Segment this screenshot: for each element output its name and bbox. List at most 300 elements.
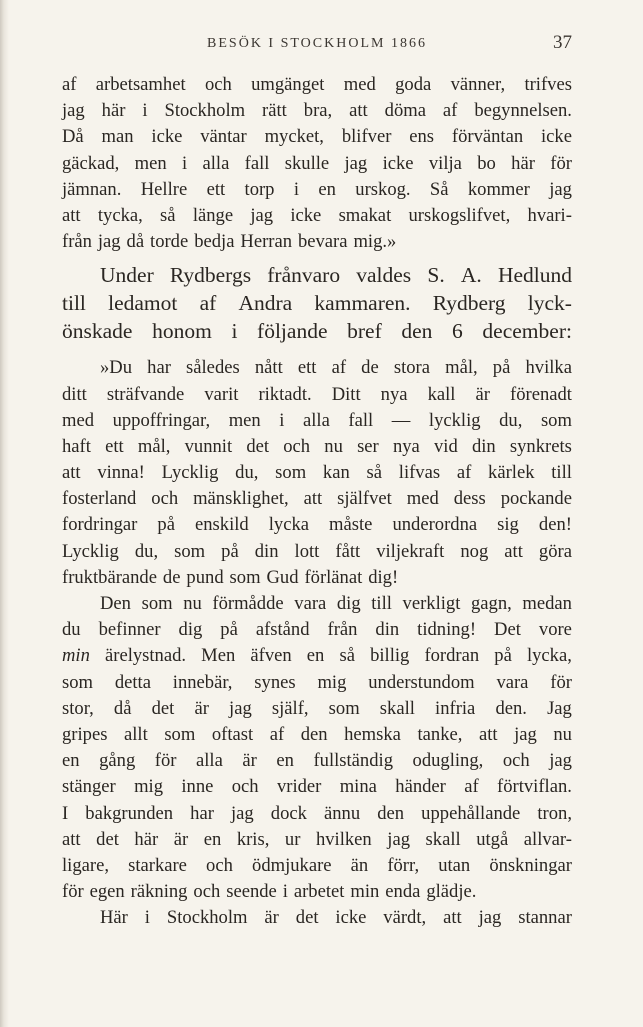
word: vinna! — [97, 462, 145, 484]
word: mänsklighet, — [193, 488, 289, 510]
text-line — [62, 748, 572, 774]
word: händer — [395, 776, 446, 798]
word: medan — [522, 593, 572, 614]
word: allvar- — [523, 828, 572, 850]
word: då — [113, 697, 132, 719]
word: tidning! — [417, 619, 477, 641]
word: synkrets — [509, 435, 572, 457]
word: utan — [438, 854, 471, 876]
word: den — [401, 319, 433, 344]
word: jag — [478, 907, 502, 929]
word: seende — [226, 881, 277, 903]
word: kommer — [467, 178, 530, 200]
word: lycka — [268, 514, 310, 536]
word: haft — [62, 435, 91, 457]
word: ur — [284, 828, 301, 850]
word: Ditt — [331, 383, 361, 405]
word: dock — [270, 802, 307, 824]
word: du, — [235, 462, 259, 484]
word: torde — [150, 231, 189, 253]
word: S. — [427, 263, 445, 288]
word: så — [160, 204, 176, 226]
text-line — [62, 355, 572, 381]
word: innebär, — [172, 671, 233, 693]
word: af — [442, 100, 458, 122]
word: starkare — [128, 854, 187, 876]
word: icke — [541, 126, 572, 148]
word: förmådde — [212, 593, 284, 614]
word: Herran — [240, 231, 293, 253]
word: här — [511, 152, 535, 174]
word: gång — [99, 750, 136, 772]
word: att — [62, 828, 81, 850]
word: Stockholm — [164, 100, 246, 122]
word: vänner, — [450, 74, 506, 95]
text-line — [62, 801, 572, 827]
word: en — [203, 828, 222, 850]
word: smakat — [338, 204, 392, 226]
word: umgänget — [251, 74, 325, 95]
word: jag — [62, 100, 85, 122]
word: förenadt — [510, 383, 572, 405]
word: frånvaro — [267, 263, 341, 288]
word: jag — [230, 802, 254, 824]
word: — — [391, 409, 411, 431]
word: som — [174, 540, 206, 562]
word: skulle — [284, 152, 330, 174]
word: den — [377, 802, 405, 824]
word: fått — [335, 540, 361, 562]
word: dess — [453, 488, 486, 510]
word: ser — [357, 435, 379, 457]
word: valdes — [356, 263, 412, 288]
word: synes — [254, 671, 296, 693]
word: mål, — [137, 435, 171, 457]
word: du, — [134, 540, 159, 562]
word: Stockholm — [166, 907, 248, 929]
word: din — [471, 435, 496, 457]
word: fordringar — [62, 514, 138, 536]
word: att — [62, 204, 81, 226]
word: stannar — [518, 907, 572, 929]
word: att — [349, 100, 368, 122]
word: jag — [549, 178, 572, 200]
word: Hellre — [140, 178, 188, 200]
text-line — [62, 670, 572, 696]
word: icke — [151, 126, 183, 148]
word: ligare, — [62, 854, 109, 876]
word: ännu — [324, 802, 361, 824]
word: på — [221, 540, 239, 562]
word: nu — [324, 435, 343, 457]
word: Rydbergs — [169, 263, 252, 288]
word: mål, — [445, 357, 478, 379]
word: vara — [496, 671, 529, 693]
word: lyck- — [527, 291, 572, 316]
word: infria — [435, 697, 476, 719]
text-line — [62, 382, 572, 408]
page-header — [62, 30, 572, 60]
text-line — [62, 408, 572, 434]
word: din — [254, 540, 279, 562]
word: till — [62, 291, 86, 316]
word: vunnit — [184, 435, 233, 457]
word: december: — [482, 319, 572, 344]
word: underordna — [392, 514, 478, 536]
word: här — [134, 828, 159, 850]
word: af — [62, 74, 77, 95]
word: och — [283, 435, 311, 457]
word: att — [303, 488, 323, 510]
word: arbetsamhet — [95, 74, 186, 95]
word: en — [62, 750, 80, 772]
word: med — [406, 488, 439, 510]
word: och — [193, 881, 221, 903]
word: men — [228, 409, 261, 431]
word: alla — [202, 152, 230, 174]
word: är — [264, 907, 279, 929]
word: på — [157, 514, 175, 536]
text-line — [62, 317, 572, 345]
word: som — [328, 697, 360, 719]
word: jag — [344, 152, 368, 174]
word: och — [502, 750, 530, 772]
text-line — [62, 289, 572, 317]
word: enskild — [195, 514, 249, 536]
word: det — [151, 697, 175, 719]
word: stänger — [62, 776, 116, 798]
word: att — [62, 462, 81, 484]
word: alla — [303, 409, 330, 431]
word: glädje. — [426, 881, 477, 903]
word: önskningar — [489, 854, 572, 876]
word: Jag — [547, 697, 572, 719]
word: än — [350, 854, 369, 876]
word: fosterland — [62, 488, 137, 510]
word: värdt, — [383, 907, 427, 929]
word: odugling, — [412, 750, 484, 772]
word: att — [478, 723, 498, 745]
word: ledamot — [108, 291, 178, 316]
word: från — [62, 231, 92, 253]
word: kammaren. — [314, 291, 411, 316]
text-line — [62, 203, 572, 229]
word: varit — [204, 383, 239, 405]
word: Den — [100, 593, 131, 614]
word: afstånd — [255, 619, 310, 641]
text-line — [62, 486, 572, 512]
word: i — [181, 152, 188, 174]
word: pund — [186, 566, 224, 588]
word: Här — [100, 907, 128, 929]
word: bra, — [303, 100, 333, 122]
word: fruktbärande — [62, 566, 157, 588]
word: A. — [460, 263, 482, 288]
word: men — [134, 152, 167, 174]
word: af — [456, 462, 472, 484]
word: har — [147, 357, 171, 379]
text-line — [62, 827, 572, 853]
text-line — [62, 696, 572, 722]
word: själf, — [271, 697, 309, 719]
word: länge — [192, 204, 234, 226]
word: med — [62, 409, 95, 431]
word: detta — [114, 671, 151, 693]
word: stora — [393, 357, 431, 379]
word: bedja — [194, 231, 235, 253]
text-line — [62, 879, 572, 905]
word: kärlek — [488, 462, 535, 484]
word: hemska — [344, 723, 401, 745]
word: som — [540, 409, 572, 431]
word: det — [246, 435, 270, 457]
word: tanke, — [417, 723, 463, 745]
word: skall — [425, 828, 461, 850]
word: du — [62, 619, 81, 641]
word: följande — [257, 319, 328, 344]
word: förr, — [387, 854, 420, 876]
word: icke — [335, 907, 367, 929]
word: Det — [494, 619, 521, 641]
word: fullständig — [313, 750, 393, 772]
word: Då — [62, 126, 84, 148]
word: tycka, — [97, 204, 143, 226]
word: och — [206, 854, 233, 876]
word: förväntan — [451, 126, 524, 148]
word: i — [282, 881, 288, 903]
word: hvilken — [315, 828, 372, 850]
word: är — [194, 697, 209, 719]
text-line — [62, 98, 572, 124]
word: jag — [229, 697, 252, 719]
word: och — [231, 776, 259, 798]
word: nått — [254, 357, 283, 379]
word: understundom — [368, 671, 475, 693]
word: nya — [392, 435, 420, 457]
word: bo — [477, 152, 496, 174]
text-line — [62, 853, 572, 879]
text-line — [62, 565, 572, 591]
word: det — [96, 828, 119, 850]
paragraph — [62, 72, 572, 255]
word: väntar — [200, 126, 247, 148]
word: förlänat — [304, 566, 363, 588]
word: ett — [105, 435, 124, 457]
text-line — [62, 722, 572, 748]
word: vilja — [428, 152, 462, 174]
word: stor, — [62, 697, 94, 719]
word: den. — [495, 697, 527, 719]
text-line — [62, 512, 572, 538]
word: en — [306, 645, 325, 667]
word: vara — [294, 593, 327, 614]
word: alla — [196, 750, 223, 772]
word: uppehållande — [421, 802, 521, 824]
word: sträfvande — [106, 383, 185, 405]
word: således — [186, 357, 240, 379]
word: befinner — [98, 619, 161, 641]
word: i — [142, 100, 148, 122]
word: i — [144, 907, 150, 929]
word: allt — [124, 723, 148, 745]
word: gäckad, — [62, 152, 120, 174]
word: nu — [553, 723, 572, 745]
word: är — [173, 828, 189, 850]
word: min — [62, 645, 90, 667]
word: jag — [549, 750, 572, 772]
word: din — [375, 619, 400, 641]
word: lifvas — [398, 462, 441, 484]
word: äfven — [250, 645, 292, 667]
text-line — [62, 617, 572, 643]
word: Andra — [238, 291, 293, 316]
word: ödmjukare — [252, 854, 332, 876]
word: mycket, — [264, 126, 324, 148]
word: min — [350, 881, 380, 903]
word: på — [494, 645, 512, 667]
text-line — [62, 177, 572, 203]
word: är — [242, 750, 257, 772]
word: den — [300, 723, 328, 745]
word: jag — [250, 204, 274, 226]
word: med — [343, 74, 376, 95]
word: en — [318, 178, 336, 200]
word: här — [101, 100, 126, 122]
word: Rydberg — [432, 291, 506, 316]
word: hvari- — [527, 204, 572, 226]
word: jämnan. — [62, 178, 122, 200]
word: vid — [433, 435, 458, 457]
text-line — [62, 460, 572, 486]
word: som — [164, 723, 196, 745]
word: nu — [183, 593, 202, 614]
word: själfvet — [337, 488, 392, 510]
word: »Du — [100, 357, 133, 379]
word: att — [443, 907, 462, 929]
word: på — [492, 357, 511, 379]
word: icke — [382, 152, 414, 174]
word: nog — [460, 540, 489, 562]
word: i — [279, 409, 285, 431]
word: utgå — [476, 828, 509, 850]
word: är — [475, 383, 490, 405]
word: bevara — [297, 231, 348, 253]
word: torp — [244, 178, 275, 200]
word: jag — [514, 723, 537, 745]
word: viljekraft — [376, 540, 445, 562]
text-line — [62, 774, 572, 800]
text-line — [62, 261, 572, 289]
word: måste — [329, 514, 373, 536]
text-line — [62, 591, 572, 617]
word: mig — [134, 776, 163, 798]
word: blifver — [341, 126, 392, 148]
body-text — [62, 72, 572, 931]
word: lycklig — [428, 409, 481, 431]
word: som — [275, 462, 307, 484]
word: kris, — [236, 828, 270, 850]
word: det — [295, 907, 319, 929]
word: gagn, — [470, 593, 512, 614]
word: man — [101, 126, 134, 148]
word: Lycklig — [161, 462, 219, 484]
word: jag — [387, 828, 410, 850]
word: ett — [206, 178, 226, 200]
word: ditt — [62, 383, 87, 405]
word: inne — [181, 776, 214, 798]
word: de — [162, 566, 181, 588]
word: mina — [339, 776, 377, 798]
word: pockande — [500, 488, 572, 510]
word: fall — [348, 409, 374, 431]
word: de — [361, 357, 379, 379]
word: urskogslifvet, — [408, 204, 511, 226]
word: kan — [322, 462, 350, 484]
word: af — [199, 291, 217, 316]
word: af — [464, 776, 479, 798]
word: bref — [347, 319, 382, 344]
word: riktadt. — [258, 383, 312, 405]
word: hvilka — [525, 357, 572, 379]
word: den! — [538, 514, 572, 536]
word: och — [204, 74, 232, 95]
word: rätt — [262, 100, 287, 122]
word: ett — [297, 357, 317, 379]
word: för — [550, 671, 572, 693]
word: honom — [152, 319, 212, 344]
word: så — [339, 645, 355, 667]
word: som — [141, 593, 173, 614]
word: begynnelsen. — [474, 100, 572, 122]
page-edge — [0, 0, 9, 1027]
word: I — [62, 802, 69, 824]
word: då — [126, 231, 145, 253]
word: för — [154, 750, 177, 772]
word: fall — [244, 152, 270, 174]
word: verkligt — [402, 593, 461, 614]
paragraph — [62, 355, 572, 931]
word: till — [371, 593, 392, 614]
word: dig! — [368, 566, 399, 588]
text-line — [62, 539, 572, 565]
text-line — [62, 905, 572, 931]
word: från — [327, 619, 358, 641]
word: och — [151, 488, 179, 510]
text-line — [62, 72, 572, 98]
word: billig — [370, 645, 410, 667]
word: af — [331, 357, 347, 379]
word: ens — [409, 126, 435, 148]
word: som — [229, 566, 261, 588]
word: gripes — [62, 723, 108, 745]
text-line — [62, 434, 572, 460]
word: Gud — [266, 566, 299, 588]
word: nya — [380, 383, 408, 405]
word: urskog. — [355, 178, 411, 200]
word: fordran — [424, 645, 480, 667]
word: Lycklig — [62, 540, 119, 562]
word: som — [62, 671, 93, 693]
word: så — [366, 462, 383, 484]
word: Under — [100, 263, 154, 288]
word: ärelystnad. — [105, 645, 187, 667]
text-line — [62, 643, 572, 669]
word: dig — [178, 619, 203, 641]
text-line — [62, 151, 572, 177]
word: dig — [336, 593, 361, 614]
word: en — [276, 750, 294, 772]
word: har — [190, 802, 214, 824]
